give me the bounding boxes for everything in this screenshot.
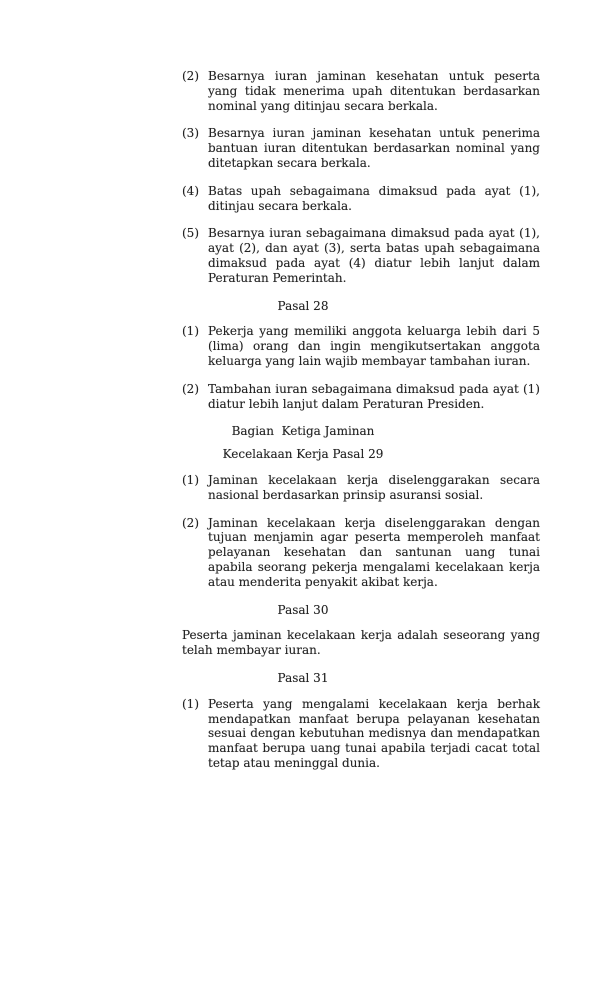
- numbered-clause: [182, 184, 540, 214]
- clause-number: (1): [182, 696, 199, 711]
- clause-text: Peserta yang mengalami kecelakaan kerja berhak mendapatkan manfaat berupa pelayanan kesehatan sesuai dengan kebutuhan medisnya dan mendapatkan manfaat berupa uang tunai apabila terjadi cacat total tetap atau meninggal dunia.: [208, 696, 540, 770]
- numbered-clause: [182, 126, 540, 170]
- clause-text: Besarnya iuran sebagaimana dimaksud pada ayat (1), ayat (2), dan ayat (3), serta batas upah sebagaimana dimaksud pada ayat (4) diatur lebih lanjut dalam Peraturan Pemerintah.: [208, 226, 540, 285]
- numbered-clause: [182, 69, 540, 113]
- clause-number: (1): [182, 472, 199, 487]
- section-heading: [182, 424, 424, 439]
- section-heading-text: Pasal 31: [277, 670, 329, 685]
- section-heading-text: Kecelakaan Kerja Pasal 29: [222, 447, 384, 462]
- clause-text: Pekerja yang memiliki anggota keluarga lebih dari 5 (lima) orang dan ingin mengikutsertakan anggota keluarga yang lain wajib membayar tambahan iuran.: [208, 324, 540, 368]
- document-text-column: [182, 69, 540, 784]
- section-heading: [182, 671, 424, 686]
- section-heading: [182, 603, 424, 618]
- clause-number: (2): [182, 69, 199, 83]
- clause-text: Batas upah sebagaimana dimaksud pada ayat (1), ditinjau secara berkala.: [208, 183, 540, 213]
- section-heading: [182, 299, 424, 314]
- clause-text: Jaminan kecelakaan kerja diselenggarakan secara nasional berdasarkan prinsip asuransi sosial.: [208, 472, 540, 502]
- section-heading-text: Bagian Ketiga Jaminan: [231, 424, 375, 439]
- numbered-clause: [182, 226, 540, 285]
- clause-text: Tambahan iuran sebagaimana dimaksud pada ayat (1) diatur lebih lanjut dalam Peraturan Presiden.: [208, 381, 540, 411]
- clause-number: (2): [182, 515, 199, 530]
- section-heading: [182, 447, 424, 462]
- section-heading-text: Pasal 28: [277, 298, 329, 313]
- clause-text: Jaminan kecelakaan kerja diselenggarakan dengan tujuan menjamin agar peserta memperoleh manfaat pelayanan kesehatan dan santunan uang tunai apabila seorang pekerja mengalami kecelakaan kerja atau menderita penyakit akibat kerja.: [208, 515, 540, 589]
- section-heading-text: Pasal 30: [277, 602, 329, 617]
- numbered-clause: [182, 324, 540, 368]
- body-paragraph: [182, 628, 540, 658]
- clause-number: (3): [182, 126, 199, 141]
- numbered-clause: [182, 382, 540, 412]
- clause-text: Besarnya iuran jaminan kesehatan untuk penerima bantuan iuran ditentukan berdasarkan nominal yang ditetapkan secara berkala.: [208, 126, 540, 170]
- clause-text: Besarnya iuran jaminan kesehatan untuk peserta yang tidak menerima upah ditentukan berdasarkan nominal yang ditinjau secara berkala.: [208, 69, 540, 113]
- body-paragraph-text: Peserta jaminan kecelakaan kerja adalah seseorang yang telah membayar iuran.: [182, 628, 540, 658]
- numbered-clause: [182, 697, 540, 771]
- numbered-clause: [182, 473, 540, 503]
- clause-number: (2): [182, 381, 199, 396]
- clause-number: (1): [182, 324, 199, 339]
- numbered-clause: [182, 516, 540, 590]
- clause-number: (5): [182, 226, 199, 241]
- clause-number: (4): [182, 183, 199, 198]
